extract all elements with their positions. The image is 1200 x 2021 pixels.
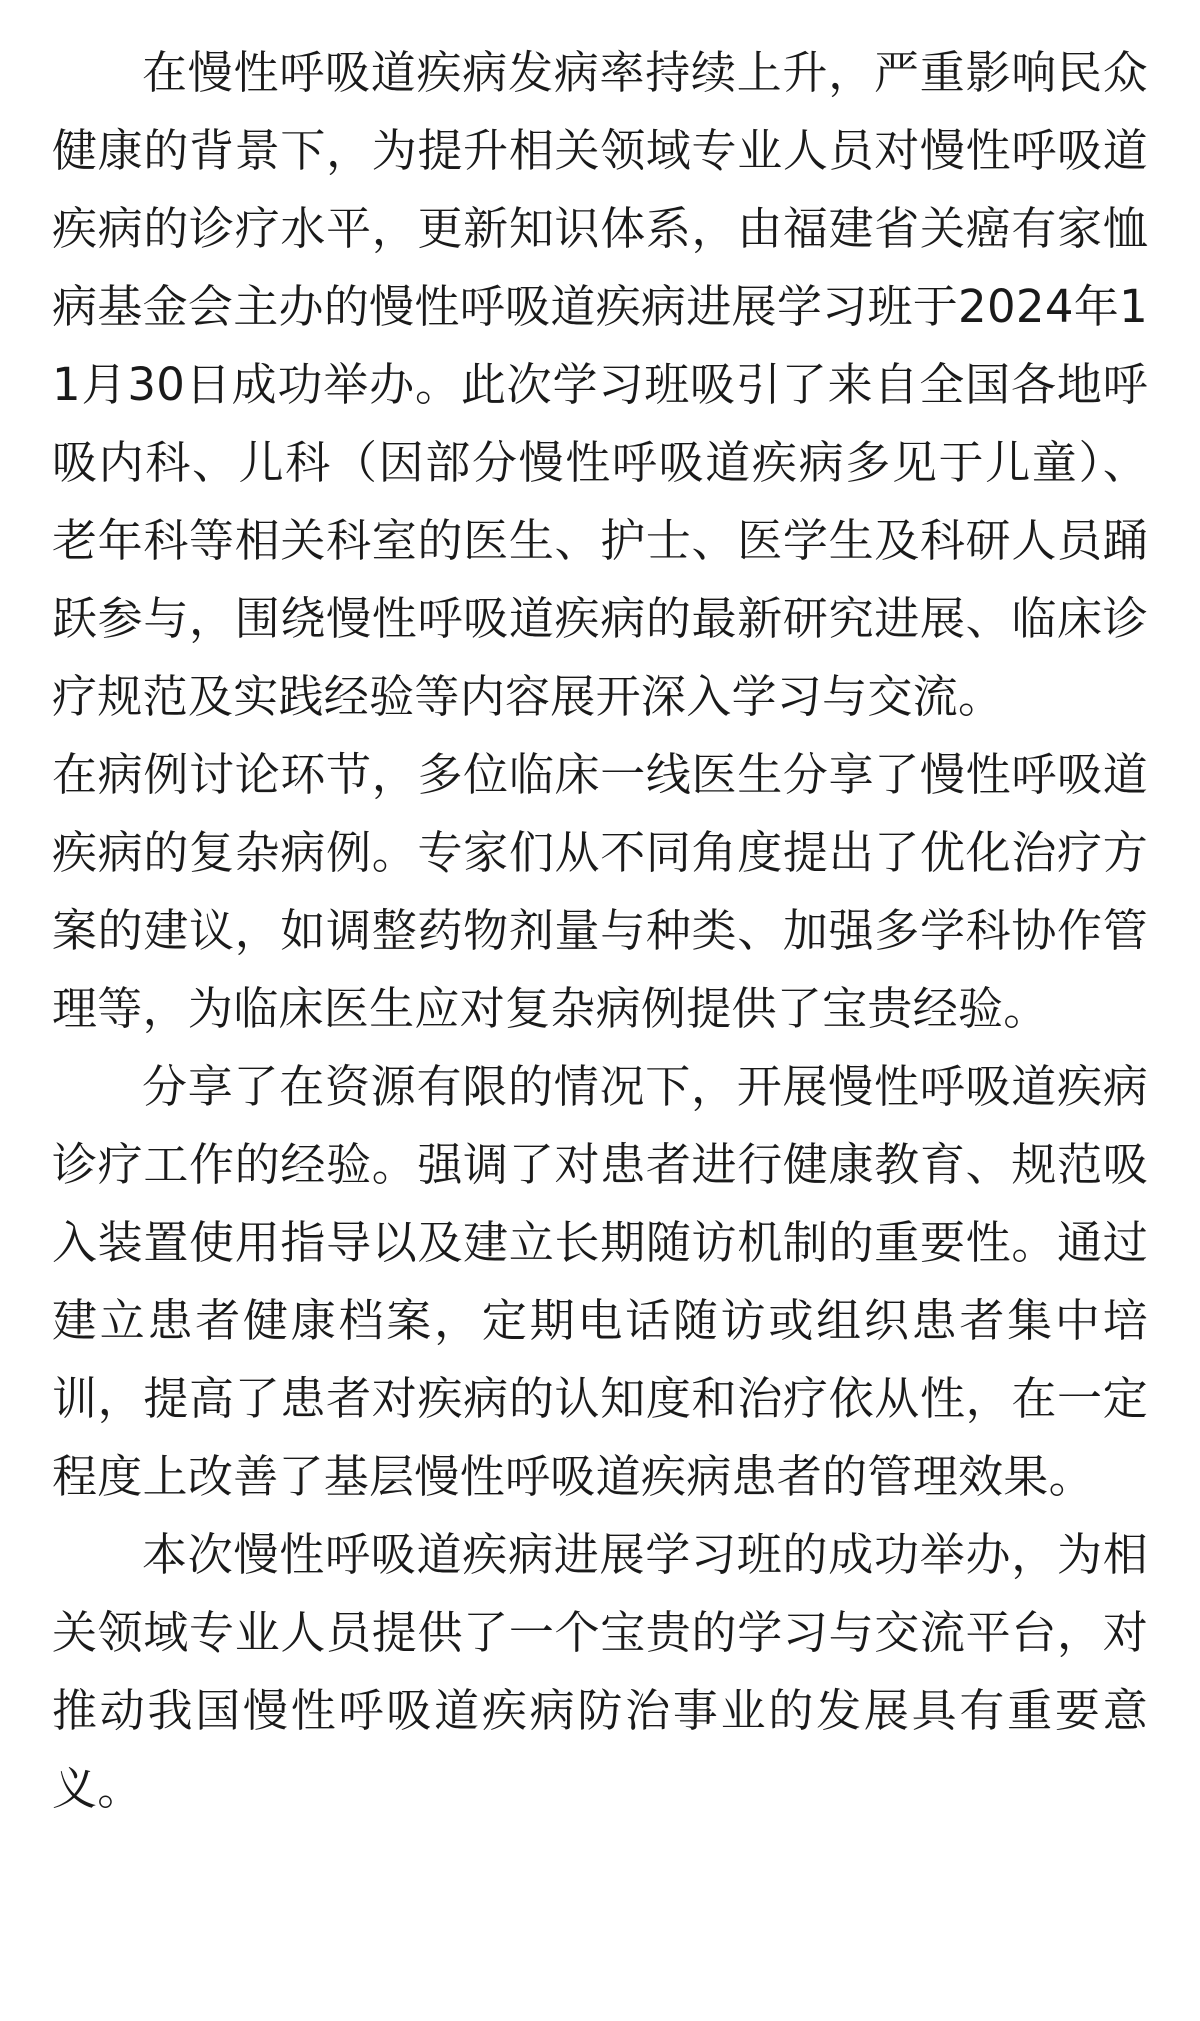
- paragraph-experience-sharing: 分享了在资源有限的情况下，开展慢性呼吸道疾病诊疗工作的经验。强调了对患者进行健康教育、规范吸入装置使用指导以及建立长期随访机制的重要性。通过建立患者健康档案，定期电话随访或组织患者集中培训，提高了患者对疾病的认知度和治疗依从性，在一定程度上改善了基层慢性呼吸道疾病患者的管理效果。: [52, 1060, 1148, 1503]
- article-body: [52, 34, 1148, 1828]
- paragraph-conclusion: 本次慢性呼吸道疾病进展学习班的成功举办，为相关领域专业人员提供了一个宝贵的学习与交流平台，对推动我国慢性呼吸道疾病防治事业的发展具有重要意义。: [52, 1528, 1148, 1815]
- paragraph-case-discussion: 在病例讨论环节，多位临床一线医生分享了慢性呼吸道疾病的复杂病例。专家们从不同角度提出了优化治疗方案的建议，如调整药物剂量与种类、加强多学科协作管理等，为临床医生应对复杂病例提供了宝贵经验。: [52, 748, 1148, 1035]
- paragraph-intro: 在慢性呼吸道疾病发病率持续上升，严重影响民众健康的背景下，为提升相关领域专业人员对慢性呼吸道疾病的诊疗水平，更新知识体系，由福建省关癌有家恤病基金会主办的慢性呼吸道疾病进展学习班于2024年11月30日成功举办。此次学习班吸引了来自全国各地呼吸内科、儿科（因部分慢性呼吸道疾病多见于儿童）、老年科等相关科室的医生、护士、医学生及科研人员踊跃参与，围绕慢性呼吸道疾病的最新研究进展、临床诊疗规范及实践经验等内容展开深入学习与交流。: [52, 46, 1148, 723]
